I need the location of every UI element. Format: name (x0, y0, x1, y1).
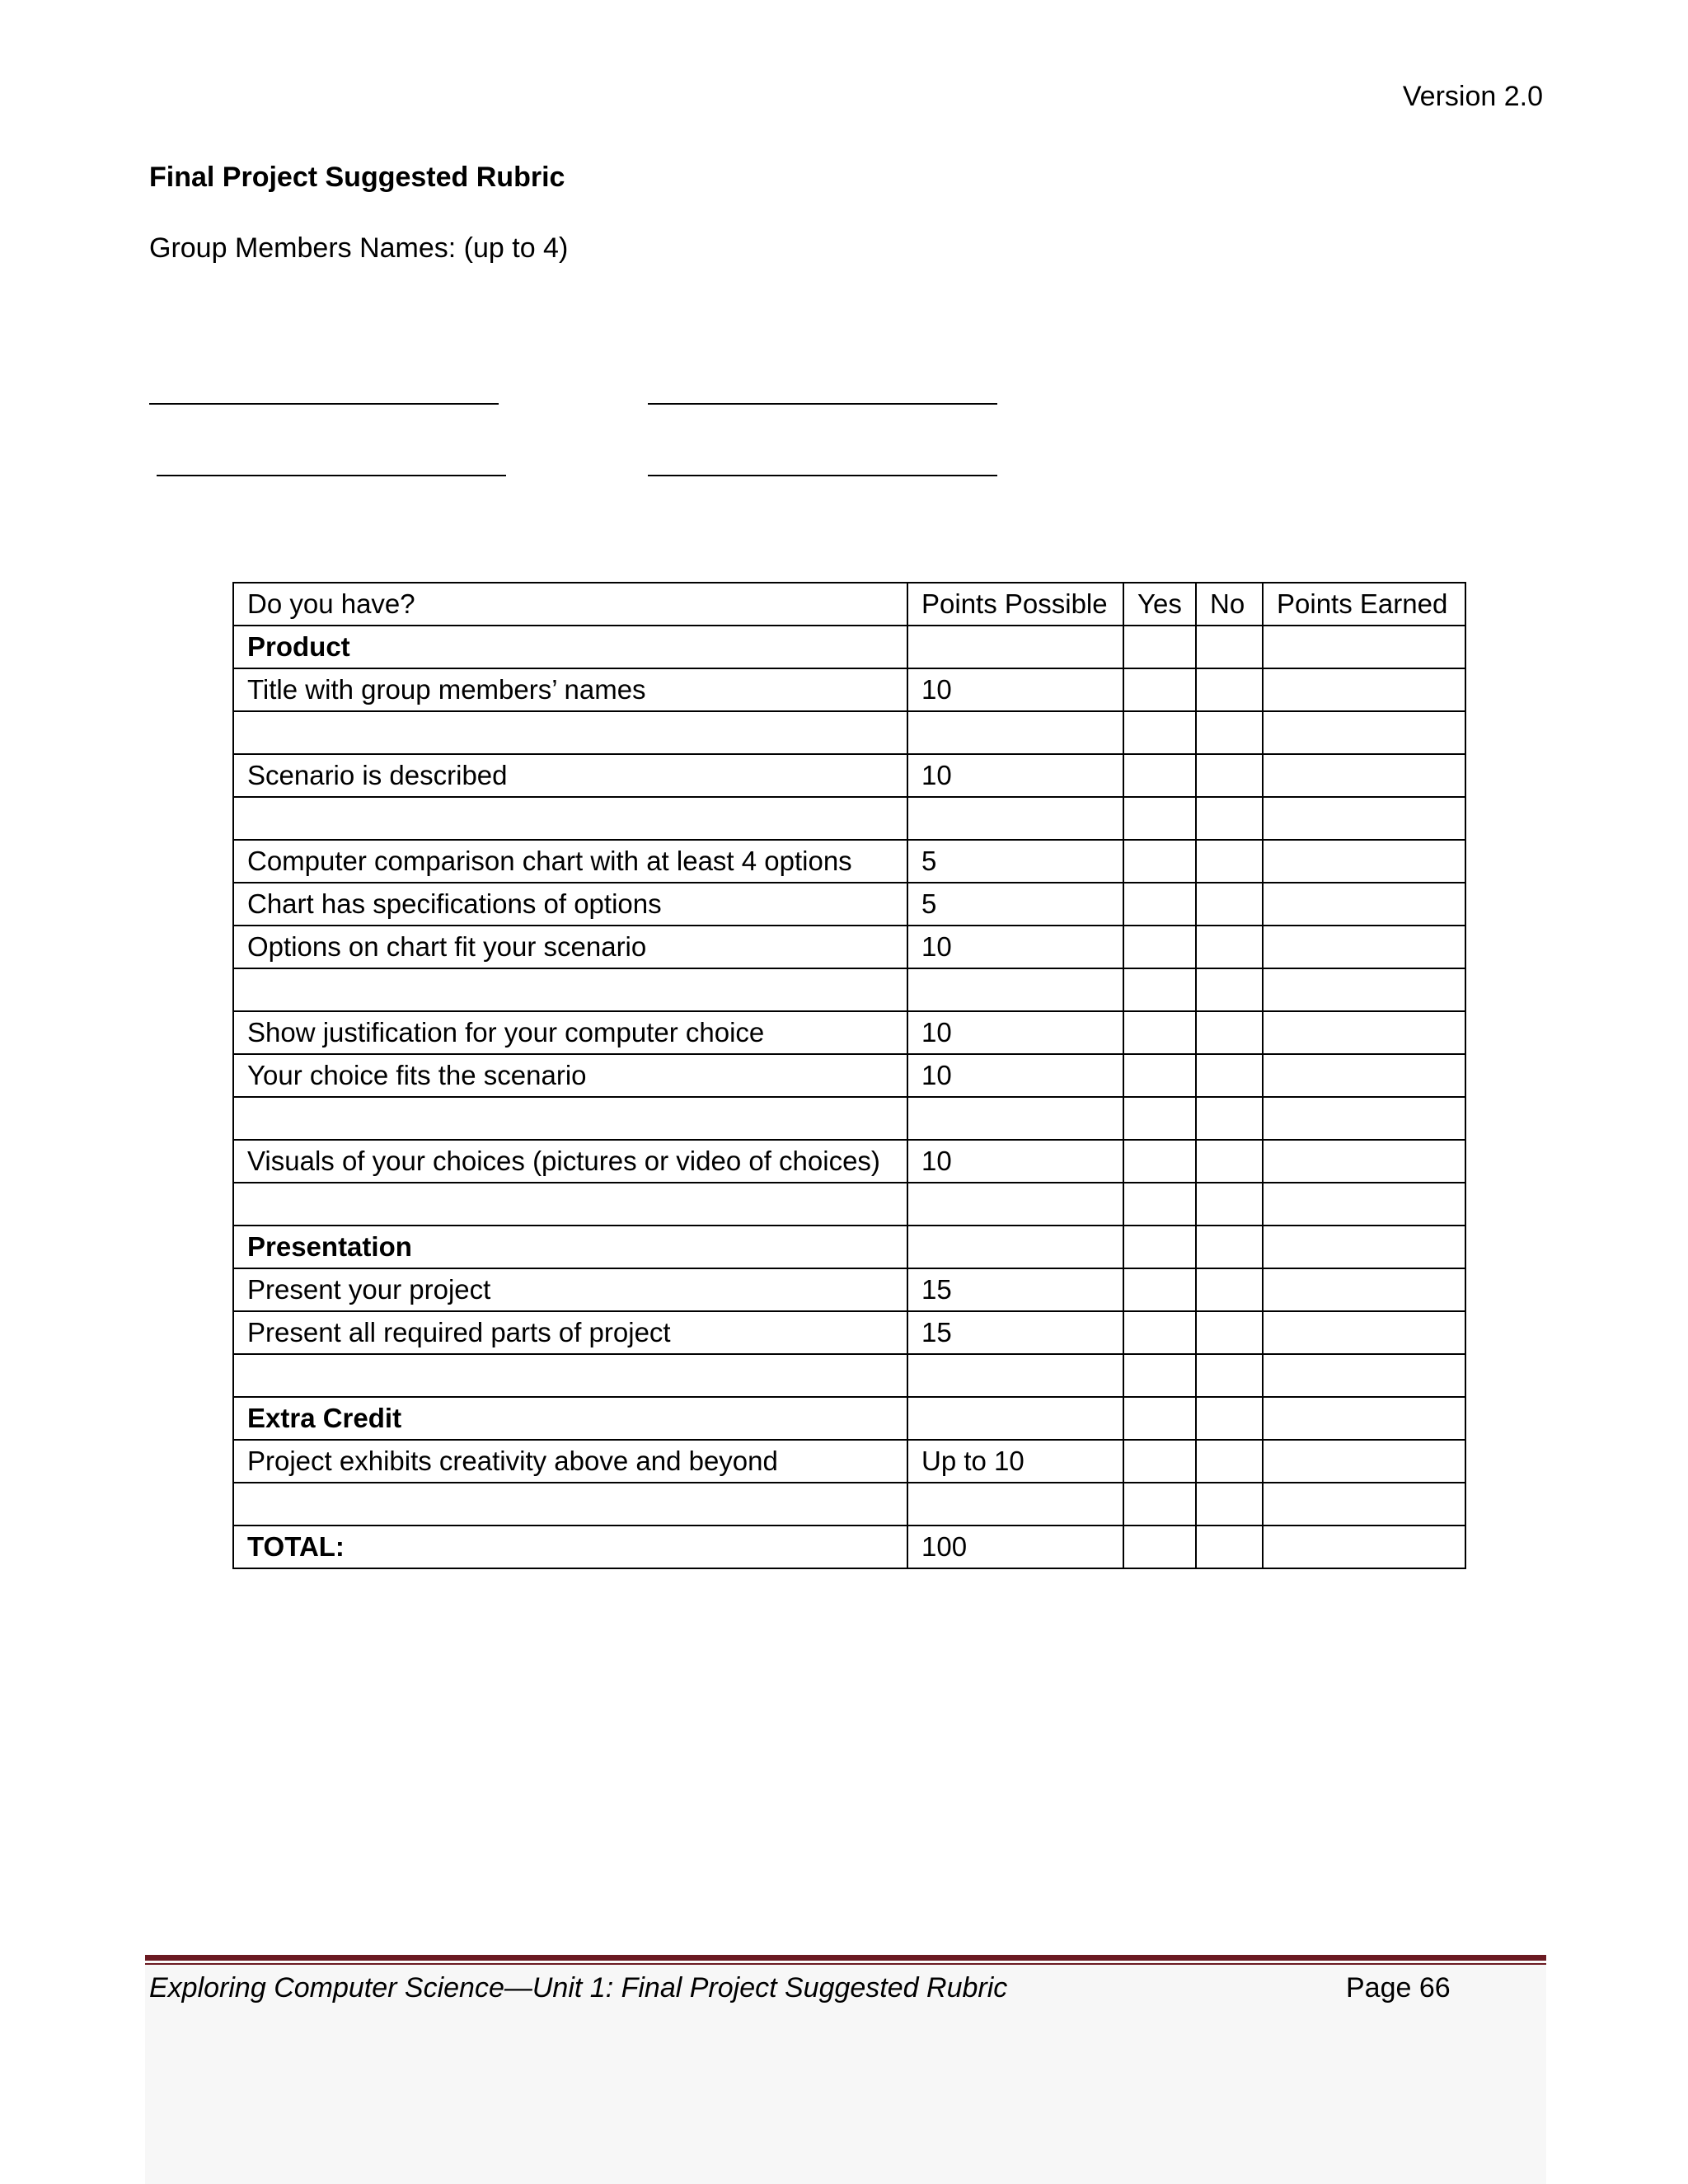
points-possible-cell: 10 (907, 668, 1123, 711)
table-row (233, 711, 1465, 754)
no-cell[interactable] (1196, 1054, 1263, 1097)
no-cell[interactable] (1196, 1226, 1263, 1268)
points-earned-cell[interactable] (1263, 1097, 1465, 1140)
rubric-item: Product (233, 626, 907, 668)
points-earned-cell[interactable] (1263, 926, 1465, 968)
table-row (233, 797, 1465, 840)
rubric-item (233, 711, 907, 754)
table-row (233, 840, 1465, 883)
version-label: Version 2.0 (1402, 81, 1543, 112)
points-earned-cell[interactable] (1263, 1397, 1465, 1440)
table-row (233, 1397, 1465, 1440)
yes-cell[interactable] (1123, 797, 1196, 840)
yes-cell[interactable] (1123, 883, 1196, 926)
page-title: Final Project Suggested Rubric (149, 162, 565, 193)
table-row (233, 1311, 1465, 1354)
points-possible-cell: 5 (907, 840, 1123, 883)
points-possible-cell (907, 1397, 1123, 1440)
points-earned-cell[interactable] (1263, 1183, 1465, 1226)
rubric-item: Scenario is described (233, 754, 907, 797)
yes-cell[interactable] (1123, 1440, 1196, 1483)
table-row (233, 1354, 1465, 1397)
rubric-item (233, 1354, 907, 1397)
table-row (233, 1140, 1465, 1183)
yes-cell[interactable] (1123, 1097, 1196, 1140)
points-earned-cell[interactable] (1263, 1054, 1465, 1097)
points-possible-cell: 15 (907, 1268, 1123, 1311)
rubric-item (233, 1097, 907, 1140)
points-possible-cell (907, 797, 1123, 840)
yes-cell[interactable] (1123, 1268, 1196, 1311)
member-name-line-2[interactable] (648, 403, 997, 405)
no-cell[interactable] (1196, 754, 1263, 797)
yes-cell[interactable] (1123, 1226, 1196, 1268)
no-cell[interactable] (1196, 1097, 1263, 1140)
table-row (233, 926, 1465, 968)
table-row (233, 1054, 1465, 1097)
rubric-table (232, 582, 1466, 1569)
no-cell[interactable] (1196, 1011, 1263, 1054)
points-earned-cell[interactable] (1263, 797, 1465, 840)
rubric-item: Chart has specifications of options (233, 883, 907, 926)
points-possible-cell (907, 626, 1123, 668)
points-possible-cell: 15 (907, 1311, 1123, 1354)
yes-cell[interactable] (1123, 1354, 1196, 1397)
rubric-item: Present all required parts of project (233, 1311, 907, 1354)
rubric-item: Extra Credit (233, 1397, 907, 1440)
points-possible-cell (907, 1354, 1123, 1397)
yes-cell[interactable] (1123, 1140, 1196, 1183)
header-no: No (1196, 583, 1263, 626)
no-cell[interactable] (1196, 1440, 1263, 1483)
points-earned-cell[interactable] (1263, 626, 1465, 668)
no-cell[interactable] (1196, 968, 1263, 1011)
table-row (233, 626, 1465, 668)
header-points-possible: Points Possible (907, 583, 1123, 626)
points-possible-cell: 100 (907, 1526, 1123, 1568)
footer-page-number: Page 66 (1346, 1972, 1451, 2004)
points-possible-cell: 10 (907, 1011, 1123, 1054)
no-cell[interactable] (1196, 840, 1263, 883)
table-row (233, 668, 1465, 711)
header-yes: Yes (1123, 583, 1196, 626)
points-possible-cell (907, 1183, 1123, 1226)
points-earned-cell[interactable] (1263, 1483, 1465, 1526)
yes-cell[interactable] (1123, 1011, 1196, 1054)
yes-cell[interactable] (1123, 626, 1196, 668)
no-cell[interactable] (1196, 668, 1263, 711)
rubric-item: Title with group members’ names (233, 668, 907, 711)
rubric-item (233, 797, 907, 840)
rubric-item: Visuals of your choices (pictures or video of choices) (233, 1140, 907, 1183)
yes-cell[interactable] (1123, 668, 1196, 711)
points-possible-cell (907, 1097, 1123, 1140)
yes-cell[interactable] (1123, 926, 1196, 968)
points-possible-cell: 10 (907, 754, 1123, 797)
points-earned-cell[interactable] (1263, 1011, 1465, 1054)
points-earned-cell[interactable] (1263, 883, 1465, 926)
table-row (233, 754, 1465, 797)
rubric-item: Your choice fits the scenario (233, 1054, 907, 1097)
table-row (233, 1183, 1465, 1226)
points-earned-cell[interactable] (1263, 1311, 1465, 1354)
no-cell[interactable] (1196, 1140, 1263, 1183)
rubric-item: TOTAL: (233, 1526, 907, 1568)
table-row (233, 1440, 1465, 1483)
yes-cell[interactable] (1123, 1483, 1196, 1526)
points-earned-cell[interactable] (1263, 754, 1465, 797)
no-cell[interactable] (1196, 883, 1263, 926)
no-cell[interactable] (1196, 1268, 1263, 1311)
points-earned-cell[interactable] (1263, 968, 1465, 1011)
points-possible-cell: 10 (907, 1054, 1123, 1097)
points-earned-cell[interactable] (1263, 1268, 1465, 1311)
points-possible-cell (907, 1226, 1123, 1268)
rubric-item: Options on chart fit your scenario (233, 926, 907, 968)
header-points-earned: Points Earned (1263, 583, 1465, 626)
rubric-item (233, 1483, 907, 1526)
no-cell[interactable] (1196, 1526, 1263, 1568)
table-row (233, 1226, 1465, 1268)
table-row (233, 1526, 1465, 1568)
no-cell[interactable] (1196, 1354, 1263, 1397)
rubric-item (233, 1183, 907, 1226)
yes-cell[interactable] (1123, 840, 1196, 883)
yes-cell[interactable] (1123, 968, 1196, 1011)
member-name-line-4[interactable] (648, 475, 997, 476)
rubric-item: Presentation (233, 1226, 907, 1268)
points-possible-cell (907, 968, 1123, 1011)
no-cell[interactable] (1196, 1183, 1263, 1226)
footer-rule (145, 1955, 1546, 1961)
header-do-you-have: Do you have? (233, 583, 907, 626)
table-row (233, 883, 1465, 926)
points-earned-cell[interactable] (1263, 840, 1465, 883)
table-row (233, 1483, 1465, 1526)
no-cell[interactable] (1196, 1311, 1263, 1354)
yes-cell[interactable] (1123, 1311, 1196, 1354)
group-members-label: Group Members Names: (up to 4) (149, 232, 569, 264)
member-name-line-1[interactable] (149, 403, 499, 405)
footer-rule-thin (145, 1963, 1546, 1965)
points-possible-cell: Up to 10 (907, 1440, 1123, 1483)
footer-course-title: Exploring Computer Science—Unit 1: Final Project Suggested Rubric (149, 1972, 1008, 2004)
points-possible-cell: 10 (907, 926, 1123, 968)
points-possible-cell (907, 711, 1123, 754)
table-row (233, 1268, 1465, 1311)
rubric-item: Present your project (233, 1268, 907, 1311)
points-earned-cell[interactable] (1263, 668, 1465, 711)
table-row (233, 1097, 1465, 1140)
points-earned-cell[interactable] (1263, 1440, 1465, 1483)
table-row (233, 968, 1465, 1011)
no-cell[interactable] (1196, 626, 1263, 668)
points-possible-cell: 10 (907, 1140, 1123, 1183)
rubric-item: Project exhibits creativity above and beyond (233, 1440, 907, 1483)
member-name-line-3[interactable] (157, 475, 506, 476)
yes-cell[interactable] (1123, 1526, 1196, 1568)
no-cell[interactable] (1196, 711, 1263, 754)
rubric-item: Computer comparison chart with at least 4 options (233, 840, 907, 883)
yes-cell[interactable] (1123, 1397, 1196, 1440)
rubric-item (233, 968, 907, 1011)
no-cell[interactable] (1196, 1483, 1263, 1526)
points-earned-cell[interactable] (1263, 1354, 1465, 1397)
table-row (233, 1011, 1465, 1054)
points-earned-cell[interactable] (1263, 1226, 1465, 1268)
no-cell[interactable] (1196, 926, 1263, 968)
no-cell[interactable] (1196, 797, 1263, 840)
points-possible-cell (907, 1483, 1123, 1526)
points-earned-cell[interactable] (1263, 1526, 1465, 1568)
points-earned-cell[interactable] (1263, 711, 1465, 754)
rubric-item: Show justification for your computer choice (233, 1011, 907, 1054)
yes-cell[interactable] (1123, 711, 1196, 754)
yes-cell[interactable] (1123, 1054, 1196, 1097)
no-cell[interactable] (1196, 1397, 1263, 1440)
yes-cell[interactable] (1123, 1183, 1196, 1226)
rubric-header-row (233, 583, 1465, 626)
yes-cell[interactable] (1123, 754, 1196, 797)
points-possible-cell: 5 (907, 883, 1123, 926)
points-earned-cell[interactable] (1263, 1140, 1465, 1183)
